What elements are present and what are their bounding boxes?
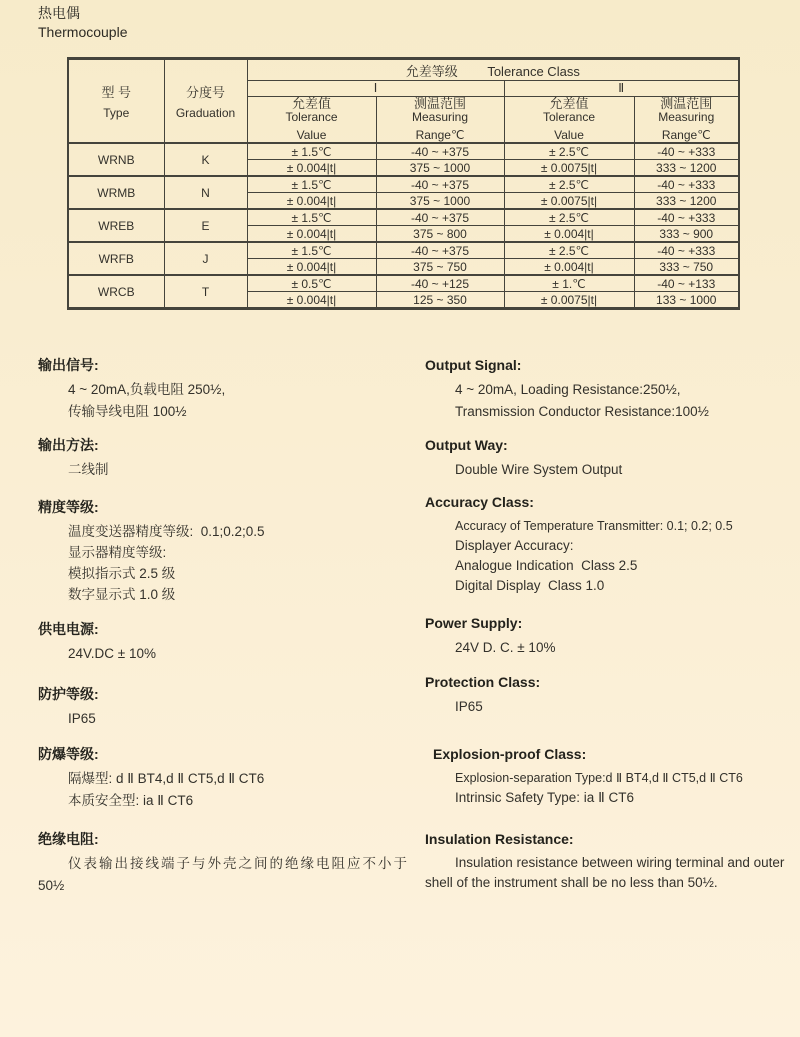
measuring-range-cell: 125 ~ 350 xyxy=(376,292,504,309)
spec-heading: 防爆等级: xyxy=(38,746,99,762)
doc-title-en: Thermocouple xyxy=(38,24,128,40)
th-tolerance-class xyxy=(247,59,739,81)
th-measuring-range-2: 测温范围 Measuring Range℃ xyxy=(634,97,739,144)
measuring-range-cell: -40 ~ +125 xyxy=(376,275,504,292)
spec-protection-en xyxy=(425,673,795,718)
spec-heading: 防护等级: xyxy=(38,686,99,702)
spec-output-way-en xyxy=(425,436,795,481)
tolerance-value-cell: ± 1.5℃ xyxy=(247,143,376,160)
graduation-cell: E xyxy=(164,209,247,242)
measuring-range-cell: -40 ~ +375 xyxy=(376,242,504,259)
tolerance-value-cell: ± 0.004|t| xyxy=(247,259,376,276)
th-class-2: Ⅱ xyxy=(504,81,739,97)
tolerance-value-cell: ± 0.004|t| xyxy=(247,160,376,177)
table-row xyxy=(68,242,739,259)
spec-heading: 供电电源: xyxy=(38,621,99,637)
graduation-cell: N xyxy=(164,176,247,209)
measuring-range-cell: 333 ~ 900 xyxy=(634,226,739,243)
th-graduation-zh: 分度号 xyxy=(185,85,225,100)
model-cell: WRNB xyxy=(68,143,164,176)
spec-line: 50½ xyxy=(38,878,65,893)
measuring-range-cell: -40 ~ +333 xyxy=(634,143,739,160)
model-cell: WRFB xyxy=(68,242,164,275)
spec-line: 二线制 xyxy=(68,462,109,477)
spec-line: Intrinsic Safety Type: ia Ⅱ CT6 xyxy=(455,790,634,805)
measuring-range-cell: 375 ~ 1000 xyxy=(376,160,504,177)
spec-accuracy-zh xyxy=(38,498,423,605)
spec-line: 传输导线电阻 100½ xyxy=(68,404,187,419)
tolerance-value-cell: ± 0.004|t| xyxy=(504,226,634,243)
spec-line: Displayer Accuracy: xyxy=(455,538,574,553)
spec-line: 显示器精度等级: xyxy=(68,545,167,560)
model-cell: WREB xyxy=(68,209,164,242)
table-row xyxy=(68,209,739,226)
spec-insulation-zh xyxy=(38,830,423,897)
measuring-range-cell: -40 ~ +375 xyxy=(376,143,504,160)
measuring-range-cell: -40 ~ +133 xyxy=(634,275,739,292)
spec-output-way-zh xyxy=(38,436,423,481)
measuring-range-cell: 333 ~ 1200 xyxy=(634,160,739,177)
spec-power-supply-zh xyxy=(38,620,423,665)
spec-line: shell of the instrument shall be no less than 50½. xyxy=(425,875,718,890)
measuring-range-cell: 375 ~ 750 xyxy=(376,259,504,276)
model-cell: WRMB xyxy=(68,176,164,209)
spec-heading: Accuracy Class: xyxy=(425,494,534,510)
graduation-cell: K xyxy=(164,143,247,176)
th-type-en: Type xyxy=(103,106,130,120)
th-tolerance-value-2: 允差值 Tolerance Value xyxy=(504,97,634,144)
spec-line: 4 ~ 20mA,负载电阻 250½, xyxy=(68,382,226,397)
spec-heading: 绝缘电阻: xyxy=(38,831,99,847)
table-row xyxy=(68,275,739,292)
spec-accuracy-en xyxy=(425,493,795,596)
measuring-range-cell: 375 ~ 800 xyxy=(376,226,504,243)
spec-line: Transmission Conductor Resistance:100½ xyxy=(455,404,709,419)
measuring-range-cell: -40 ~ +333 xyxy=(634,242,739,259)
th-graduation-en: Graduation xyxy=(175,106,236,120)
spec-heading: 输出信号: xyxy=(38,357,99,373)
spec-line: IP65 xyxy=(68,711,96,726)
spec-heading: Output Signal: xyxy=(425,357,522,373)
tolerance-value-cell: ± 1.5℃ xyxy=(247,209,376,226)
th-tolerance-class-en: Tolerance Class xyxy=(487,63,580,79)
model-cell: WRCB xyxy=(68,275,164,309)
tolerance-value-cell: ± 2.5℃ xyxy=(504,242,634,259)
spec-power-supply-en xyxy=(425,614,795,659)
spec-line: Insulation resistance between wiring terminal and outer xyxy=(455,855,785,870)
graduation-cell: J xyxy=(164,242,247,275)
spec-line: 仪表输出接线端子与外壳之间的绝缘电阻应不小于 xyxy=(68,856,409,871)
measuring-range-cell: -40 ~ +333 xyxy=(634,209,739,226)
spec-insulation-en xyxy=(425,830,795,893)
tolerance-value-cell: ± 2.5℃ xyxy=(504,176,634,193)
spec-heading: 输出方法: xyxy=(38,437,99,453)
spec-line: Accuracy of Temperature Transmitter: 0.1; 0.2; 0.5 xyxy=(455,519,733,533)
table-row xyxy=(68,176,739,193)
spec-line: 4 ~ 20mA, Loading Resistance:250½, xyxy=(455,382,681,397)
spec-heading: Power Supply: xyxy=(425,615,523,631)
th-graduation xyxy=(164,59,247,144)
measuring-range-cell: 375 ~ 1000 xyxy=(376,193,504,210)
spec-line: Analogue Indication Class 2.5 xyxy=(455,558,638,573)
tolerance-value-cell: ± 0.004|t| xyxy=(247,193,376,210)
tolerance-value-cell: ± 0.5℃ xyxy=(247,275,376,292)
th-class-1: Ⅰ xyxy=(247,81,504,97)
spec-line: 温度变送器精度等级: 0.1;0.2;0.5 xyxy=(68,524,265,539)
spec-line: IP65 xyxy=(455,699,483,714)
spec-protection-zh xyxy=(38,685,423,730)
spec-explosion-zh xyxy=(38,745,423,812)
measuring-range-cell: -40 ~ +333 xyxy=(634,176,739,193)
spec-heading: Explosion-proof Class: xyxy=(433,746,587,762)
spec-heading: Insulation Resistance: xyxy=(425,831,574,847)
spec-line: 模拟指示式 2.5 级 xyxy=(68,566,176,581)
spec-explosion-en xyxy=(425,745,795,808)
spec-output-signal-en xyxy=(425,356,795,423)
th-tolerance-class-zh: 允差等级 xyxy=(405,63,458,79)
doc-title-zh: 热电偶 xyxy=(38,5,80,21)
spec-heading: 精度等级: xyxy=(38,499,99,515)
spec-heading: Output Way: xyxy=(425,437,508,453)
spec-line: Digital Display Class 1.0 xyxy=(455,578,605,593)
tolerance-value-cell: ± 0.004|t| xyxy=(504,259,634,276)
tolerance-value-cell: ± 0.0075|t| xyxy=(504,193,634,210)
doc-title xyxy=(38,4,128,42)
spec-line: 数字显示式 1.0 级 xyxy=(68,587,176,602)
tolerance-value-cell: ± 2.5℃ xyxy=(504,209,634,226)
tolerance-value-cell: ± 1.5℃ xyxy=(247,176,376,193)
tolerance-value-cell: ± 1.5℃ xyxy=(247,242,376,259)
spec-line: 隔爆型: d Ⅱ BT4,d Ⅱ CT5,d Ⅱ CT6 xyxy=(68,771,265,786)
th-type xyxy=(68,59,164,144)
th-type-zh: 型 号 xyxy=(101,85,132,100)
measuring-range-cell: 333 ~ 1200 xyxy=(634,193,739,210)
th-measuring-range-1: 测温范围 Measuring Range℃ xyxy=(376,97,504,144)
tolerance-value-cell: ± 0.0075|t| xyxy=(504,160,634,177)
tolerance-value-cell: ± 2.5℃ xyxy=(504,143,634,160)
spec-output-signal-zh xyxy=(38,356,423,423)
spec-line: Double Wire System Output xyxy=(455,462,623,477)
tolerance-value-cell: ± 0.004|t| xyxy=(247,226,376,243)
tolerance-table xyxy=(67,57,740,310)
th-tolerance-value-1: 允差值 Tolerance Value xyxy=(247,97,376,144)
spec-line: 24V D. C. ± 10% xyxy=(455,640,556,655)
tolerance-value-cell: ± 0.004|t| xyxy=(247,292,376,309)
table-row xyxy=(68,143,739,160)
spec-line: 本质安全型: ia Ⅱ CT6 xyxy=(68,793,194,808)
spec-line: 24V.DC ± 10% xyxy=(68,646,156,661)
measuring-range-cell: -40 ~ +375 xyxy=(376,209,504,226)
spec-heading: Protection Class: xyxy=(425,674,541,690)
measuring-range-cell: 333 ~ 750 xyxy=(634,259,739,276)
graduation-cell: T xyxy=(164,275,247,309)
measuring-range-cell: -40 ~ +375 xyxy=(376,176,504,193)
tolerance-value-cell: ± 0.0075|t| xyxy=(504,292,634,309)
tolerance-value-cell: ± 1.℃ xyxy=(504,275,634,292)
measuring-range-cell: 133 ~ 1000 xyxy=(634,292,739,309)
spec-line: Explosion-separation Type:d Ⅱ BT4,d Ⅱ CT5,d Ⅱ CT6 xyxy=(455,771,743,785)
